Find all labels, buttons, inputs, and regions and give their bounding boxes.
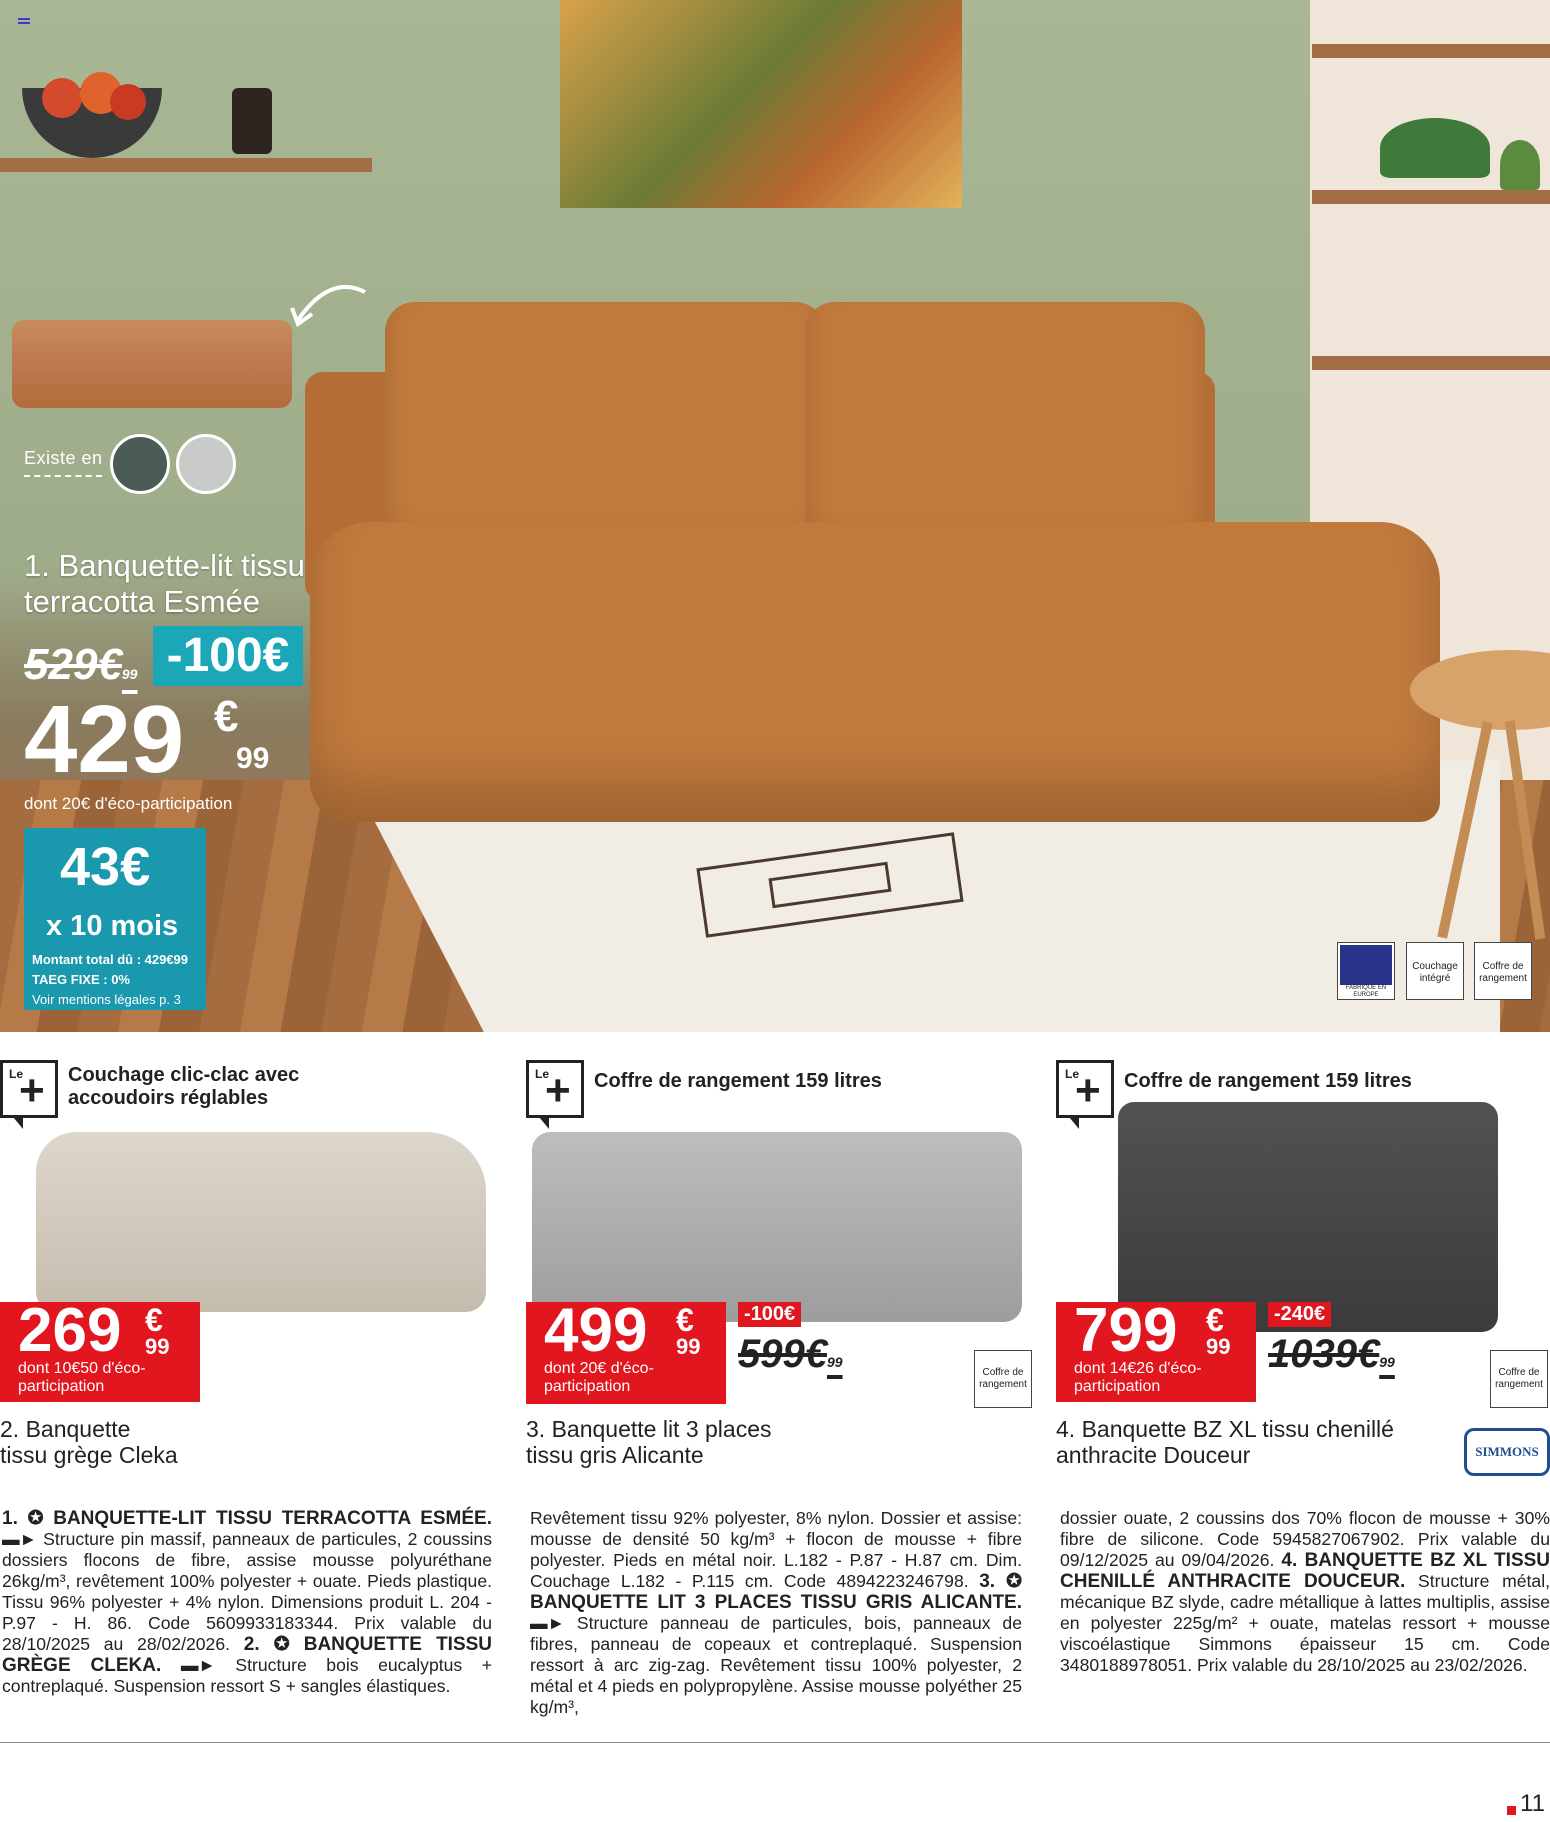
wall-shelf bbox=[1312, 190, 1550, 204]
discount-badge: -240€ bbox=[1268, 1302, 1331, 1327]
description-column-2 bbox=[530, 1508, 1022, 1718]
available-in-label: Existe en bbox=[24, 448, 103, 468]
sofa-seat bbox=[310, 522, 1440, 822]
plant bbox=[1380, 118, 1490, 178]
price-integer: 499 bbox=[544, 1296, 648, 1365]
badge-label: FABRIQUÉ EN EUROPE bbox=[1345, 985, 1387, 998]
price-tag bbox=[526, 1296, 726, 1404]
product-name bbox=[1056, 1416, 1394, 1468]
arrow-icon: ▬► bbox=[530, 1613, 566, 1633]
name-line: tissu gris Alicante bbox=[526, 1442, 704, 1468]
price-integer: 429 bbox=[24, 686, 185, 793]
title-line: terracotta Esmée bbox=[24, 584, 261, 619]
months-count: x 10 mois bbox=[46, 910, 179, 942]
financing-box bbox=[24, 828, 206, 1010]
price-integer: 269 bbox=[18, 1296, 122, 1365]
le-label: Le bbox=[535, 1067, 550, 1081]
feature-text: Coffre de rangement 159 litres bbox=[594, 1070, 882, 1092]
coffre-rangement-badge: Coffre de rangement bbox=[1490, 1350, 1548, 1408]
price-cents: 99 bbox=[676, 1334, 701, 1359]
plant bbox=[1500, 140, 1540, 190]
old-price bbox=[1268, 1332, 1395, 1377]
arrow-icon: ▬► bbox=[180, 1655, 216, 1675]
legal-mentions-link[interactable]: Voir mentions légales p. 3 bbox=[32, 992, 181, 1007]
product-card-cleka[interactable] bbox=[0, 1032, 520, 1502]
hero-product-title bbox=[24, 548, 305, 620]
price-tag bbox=[1056, 1296, 1256, 1402]
old-price-cents: 99 bbox=[1379, 1354, 1395, 1370]
color-swatch-grey[interactable] bbox=[176, 434, 236, 494]
price-cents: 99 bbox=[1206, 1334, 1231, 1359]
footer-divider bbox=[0, 1742, 1550, 1743]
product-card-alicante[interactable] bbox=[526, 1032, 1046, 1502]
old-price-cents: 99 bbox=[121, 666, 138, 682]
price-cents: 99 bbox=[236, 742, 270, 775]
product-description: Structure panneau de particules, bois, panneaux de fibres, panneau de copeaux et contreplaqué. Suspension ressort à arc zig-zag. Revêtement tissu 100% polyester, 2 métal et 4 pieds en polypropylène. Assise mousse polyéther 25 kg/m³, bbox=[530, 1613, 1022, 1717]
product-description: Revêtement tissu 92% polyester, 8% nylon. Dossier et assise: mousse de densité 50 kg/m³ + flocon de mousse + fibre polyester. Pieds en métal noir. L.182 - P.87 - H.87 cm. Dim. Couchage L.182 - P.115 cm. Code 4894223246798. bbox=[530, 1508, 1022, 1591]
arrow-icon: ▬► bbox=[2, 1529, 38, 1549]
eco-participation: dont 14€26 d'éco-participation bbox=[1074, 1360, 1202, 1395]
product-description: Structure bois eucalyptus + contreplaqué. Suspension ressort S + sangles élastiques. bbox=[2, 1655, 493, 1696]
product-heading: 1. ✪ BANQUETTE-LIT TISSU TERRACOTTA ESMÉE. bbox=[2, 1508, 492, 1529]
fruit bbox=[42, 78, 82, 118]
hero-price bbox=[24, 686, 270, 793]
price-integer: 799 bbox=[1074, 1296, 1178, 1365]
product-image-cleka bbox=[36, 1132, 486, 1312]
wall-shelf bbox=[1312, 356, 1550, 370]
product-name bbox=[526, 1416, 772, 1468]
name-line: anthracite Douceur bbox=[1056, 1442, 1251, 1468]
wall-shelf bbox=[0, 158, 372, 172]
old-price-value: 529€ bbox=[24, 640, 122, 689]
price-currency: € bbox=[676, 1302, 694, 1338]
price-currency: € bbox=[214, 692, 239, 741]
old-price-value: 1039€ bbox=[1268, 1332, 1380, 1376]
product-name bbox=[0, 1416, 178, 1468]
le-plus-icon: Le + bbox=[526, 1060, 584, 1118]
taeg: TAEG FIXE : 0% bbox=[32, 972, 130, 987]
made-in-europe-badge bbox=[1337, 942, 1395, 1000]
le-plus-icon: Le + bbox=[1056, 1060, 1114, 1118]
price-tag bbox=[0, 1296, 200, 1402]
le-label: Le bbox=[9, 1067, 24, 1081]
description-column-3 bbox=[1060, 1508, 1550, 1676]
product-image-alicante bbox=[532, 1132, 1022, 1322]
old-price bbox=[738, 1332, 843, 1377]
name-line: 2. Banquette bbox=[0, 1416, 131, 1442]
product-description: dossier ouate, 2 coussins dos 70% flocon de mousse + 30% fibre de silicone. Code 5945827067902. Prix valable du 09/12/2025 au 09/04/2026. bbox=[1060, 1508, 1550, 1570]
le-label: Le bbox=[1065, 1067, 1080, 1081]
eco-participation: dont 10€50 d'éco-participation bbox=[18, 1360, 146, 1395]
jar bbox=[232, 88, 272, 154]
feature-text: Coffre de rangement 159 litres bbox=[1124, 1070, 1412, 1092]
total-due: Montant total dû : 429€99 bbox=[32, 952, 189, 967]
curved-arrow-icon bbox=[290, 280, 370, 330]
sofa-bed-unfolded-thumbnail bbox=[12, 320, 292, 408]
wall-painting bbox=[560, 0, 962, 208]
le-plus-icon: Le + bbox=[0, 1060, 58, 1118]
name-line: tissu grège Cleka bbox=[0, 1442, 178, 1468]
eu-flag-icon bbox=[1340, 945, 1392, 985]
old-price-cents: 99 bbox=[826, 1354, 843, 1370]
couchage-integre-badge: Couchage intégré bbox=[1406, 942, 1464, 1000]
color-swatch-green[interactable] bbox=[110, 434, 170, 494]
discount-badge: -100€ bbox=[738, 1302, 801, 1327]
dashed-underline bbox=[24, 475, 102, 477]
page-marker bbox=[1507, 1806, 1516, 1815]
product-heading: 4. BANQUETTE BZ XL TISSU CHENILLÉ ANTHRACITE DOUCEUR. bbox=[1060, 1550, 1550, 1592]
price-currency: € bbox=[1206, 1302, 1224, 1338]
price-cents: 99 bbox=[145, 1334, 170, 1359]
discount-badge: -100€ bbox=[153, 626, 303, 686]
product-description: Structure pin massif, panneaux de particules, 2 coussins dossiers flocons de fibre, assise mousse polyuréthane 26kg/m³, revêtement 100% polyester + ouate. Pieds plastique. Tissu 96% polyester + 4% nylon. Dimensions produit L. 204 - P.97 - H. 86. Code 5609933183344. Prix valable du 28/10/2025 au 28/02/2026. bbox=[2, 1529, 492, 1654]
product-heading: 2. ✪ BANQUETTE TISSU GRÈGE CLEKA. bbox=[2, 1634, 493, 1676]
simmons-logo: SIMMONS bbox=[1464, 1428, 1550, 1476]
coffre-rangement-badge: Coffre de rangement bbox=[974, 1350, 1032, 1408]
old-price-value: 599€ bbox=[738, 1332, 827, 1376]
feature-text: Couchage clic-clac avec accoudoirs réglables bbox=[68, 1064, 300, 1109]
eco-participation: dont 20€ d'éco-participation bbox=[24, 794, 233, 813]
eco-participation: dont 20€ d'éco-participation bbox=[544, 1360, 654, 1395]
name-line: 3. Banquette lit 3 places bbox=[526, 1416, 772, 1442]
name-line: 4. Banquette BZ XL tissu chenillé bbox=[1056, 1416, 1394, 1442]
product-description: Structure métal, mécanique BZ slyde, cadre métallique à lattes multiplis, assise en polyester 225g/m² + ouate, matelas ressort + mousse viscoélastique Simmons épaisseur 15 cm. Code 3480188978051. Prix valable du 28/10/2025 au 23/02/2026. bbox=[1060, 1571, 1550, 1675]
fruit bbox=[110, 84, 146, 120]
product-heading: 3. ✪ BANQUETTE LIT 3 PLACES TISSU GRIS ALICANTE. bbox=[530, 1571, 1022, 1613]
title-line: 1. Banquette-lit tissu bbox=[24, 548, 305, 583]
old-price bbox=[24, 640, 137, 690]
page-number: 11 bbox=[1520, 1790, 1545, 1817]
menu-icon[interactable] bbox=[18, 18, 30, 28]
monthly-amount: 43€ bbox=[60, 837, 151, 897]
wall-shelf bbox=[1312, 44, 1550, 58]
coffre-rangement-badge: Coffre de rangement bbox=[1474, 942, 1532, 1000]
price-currency: € bbox=[145, 1302, 163, 1338]
description-column-1 bbox=[2, 1508, 492, 1697]
